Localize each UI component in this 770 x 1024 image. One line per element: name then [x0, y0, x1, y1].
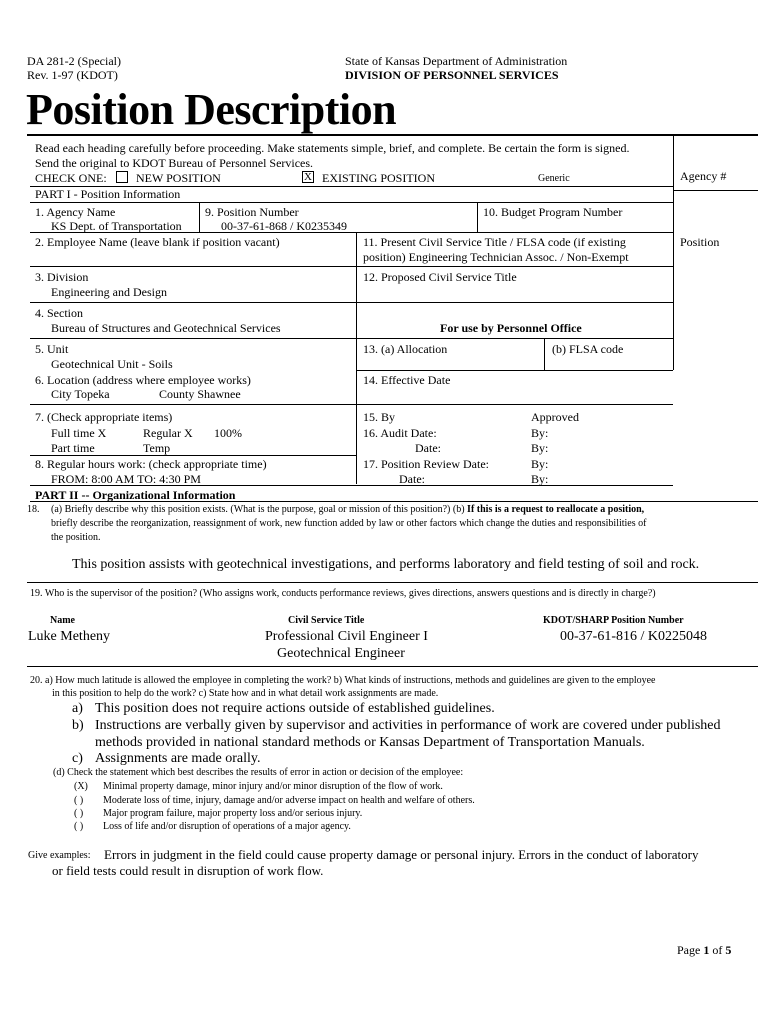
sharp-number-header: KDOT/SHARP Position Number [543, 615, 684, 626]
audit-sub-date-label: Date: [415, 441, 441, 455]
generic-note: Generic [538, 173, 570, 184]
audit-sub-by-label: By: [531, 441, 549, 455]
form-revision: Rev. 1-97 (KDOT) [27, 68, 118, 82]
option3-mark[interactable]: ( ) [74, 808, 84, 819]
answer-b-line1: Instructions are verbally given by supervisor and activities in performance of work are covered under published [95, 718, 721, 733]
unit-label: 5. Unit [35, 342, 69, 356]
allocation-label: 13. (a) Allocation [363, 342, 448, 356]
section-value: Bureau of Structures and Geotechnical Services [51, 321, 281, 335]
option4-text: Loss of life and/or disruption of operations of a major agency. [103, 821, 351, 832]
supervisor-position-number: 00-37-61-816 / K0225048 [560, 629, 707, 644]
agency-number-label: Agency # [680, 169, 727, 183]
new-position-label: NEW POSITION [136, 171, 221, 185]
division-value: Engineering and Design [51, 285, 167, 299]
page-current: 1 [703, 943, 710, 957]
answer-c-label: c) [72, 751, 83, 766]
proposed-title-label: 12. Proposed Civil Service Title [363, 270, 517, 284]
examples-label: Give examples: [28, 850, 91, 861]
supervisor-name: Luke Metheny [28, 629, 111, 644]
by-label: 15. By [363, 410, 396, 424]
position-number-label: 9. Position Number [205, 205, 299, 219]
page-title: Position Description [26, 85, 397, 134]
position-number-value: 00-37-61-868 / K0235349 [221, 219, 347, 233]
city-value: City Topeka [51, 387, 110, 401]
instructions-line1: Read each heading carefully before proceeding. Make statements simple, brief, and complete. Be certain the form is signed. [35, 141, 630, 155]
q19-question: 19. Who is the supervisor of the position? (Who assigns work, conducts performance reviews, gives directions, answers questions and is directly in charge?) [30, 588, 656, 599]
review-sub-date-label: Date: [399, 472, 425, 486]
hours-value: FROM: 8:00 AM TO: 4:30 PM [51, 472, 201, 486]
option4-mark[interactable]: ( ) [74, 821, 84, 832]
present-title-value: position) Engineering Technician Assoc. / Non-Exempt [363, 250, 629, 264]
q18-bold: If this is a request to reallocate a position, [467, 504, 645, 515]
county-value: County Shawnee [159, 387, 241, 401]
effective-date-label: 14. Effective Date [363, 373, 451, 387]
part-time-label[interactable]: Part time [51, 441, 95, 455]
unit-value: Geotechnical Unit - Soils [51, 357, 173, 371]
supervisor-title-header: Civil Service Title [288, 615, 365, 626]
examples-line1: Errors in judgment in the field could cause property damage or personal injury. Errors in the conduct of laboratory [104, 847, 699, 862]
position-side-label: Position [680, 235, 720, 249]
supervisor-title-line1: Professional Civil Engineer I [265, 629, 428, 644]
page-total: 5 [725, 943, 732, 957]
check-items-label: 7. (Check appropriate items) [35, 410, 173, 424]
flsa-code-label: (b) FLSA code [552, 342, 624, 356]
answer-b-label: b) [72, 718, 84, 733]
q18-line2: briefly describe the reorganization, reassignment of work, new function added by law or other factors which change the duties and responsibilities of [51, 518, 647, 529]
regular-value[interactable]: Regular X [143, 426, 193, 440]
existing-position-checkbox[interactable]: X [302, 171, 314, 183]
supervisor-name-header: Name [50, 615, 75, 626]
personnel-office-heading: For use by Personnel Office [440, 321, 582, 335]
q20-line2: in this position to help do the work? c) State how and in what detail work assignments are made. [52, 688, 439, 699]
answer-a-label: a) [72, 701, 83, 716]
audit-date-label: 16. Audit Date: [363, 426, 437, 440]
instructions-line2: Send the original to KDOT Bureau of Personnel Services. [35, 156, 314, 170]
option2-text: Moderate loss of time, injury, damage and/or adverse impact on health and welfare of others. [103, 795, 475, 806]
temp-label[interactable]: Temp [143, 441, 171, 455]
answer-c: Assignments are made orally. [95, 751, 261, 766]
answer-b-line2: methods provided in national standard methods or Kansas Department of Transportation Manuals. [95, 735, 645, 750]
review-by-label: By: [531, 457, 549, 471]
hours-label: 8. Regular hours work: (check appropriate time) [35, 457, 267, 471]
option1-text: Minimal property damage, minor injury and/or minor disruption of the flow of work. [103, 781, 443, 792]
q18-line3: the position. [51, 532, 101, 543]
full-time-value[interactable]: Full time X [51, 426, 107, 440]
division-label: 3. Division [35, 270, 89, 284]
check-one-label: CHECK ONE: [35, 171, 107, 185]
division-name: DIVISION OF PERSONNEL SERVICES [345, 68, 559, 82]
q18-number: 18. [27, 504, 40, 515]
section-label: 4. Section [35, 306, 83, 320]
audit-by-label: By: [531, 426, 549, 440]
employee-name-label: 2. Employee Name (leave blank if position vacant) [35, 235, 280, 249]
option1-mark[interactable]: (X) [74, 781, 88, 792]
page-number [677, 943, 731, 957]
examples-line2: or field tests could result in disruption of work flow. [52, 863, 324, 878]
part2-heading: PART II -- Organizational Information [35, 488, 236, 502]
existing-position-label: EXISTING POSITION [322, 171, 435, 185]
q18-line1 [51, 504, 644, 516]
percent-value: 100% [214, 426, 242, 440]
option3-text: Major program failure, major property loss and/or serious injury. [103, 808, 363, 819]
part1-heading: PART I - Position Information [35, 187, 181, 201]
new-position-checkbox[interactable] [116, 171, 128, 183]
supervisor-title-line2: Geotechnical Engineer [277, 646, 405, 661]
page-of: of [709, 943, 726, 957]
q18-answer: This position assists with geotechnical investigations, and performs laboratory and field testing of soil and rock. [72, 557, 700, 572]
q20d-question: (d) Check the statement which best describes the results of error in action or decision of the employee: [53, 767, 464, 778]
agency-name-label: 1. Agency Name [35, 205, 116, 219]
page-label: Page [677, 943, 704, 957]
location-label: 6. Location (address where employee works) [35, 373, 251, 387]
q18-text: (a) Briefly describe why this position exists. (What is the purpose, goal or mission of this position?) (b) [51, 504, 465, 515]
answer-a: This position does not require actions outside of established guidelines. [95, 701, 495, 716]
budget-program-label: 10. Budget Program Number [483, 205, 623, 219]
option2-mark[interactable]: ( ) [74, 795, 84, 806]
approved-label: Approved [531, 410, 579, 424]
agency-name-value: KS Dept. of Transportation [51, 219, 182, 233]
state-agency: State of Kansas Department of Administration [345, 54, 568, 68]
review-date-label: 17. Position Review Date: [363, 457, 489, 471]
present-title-label: 11. Present Civil Service Title / FLSA code (if existing [363, 235, 626, 249]
q20-line1: 20. a) How much latitude is allowed the employee in completing the work? b) What kinds of instructions, methods and guidelines are given to the employee [30, 675, 656, 686]
review-sub-by-label: By: [531, 472, 549, 486]
form-id: DA 281-2 (Special) [27, 54, 121, 68]
